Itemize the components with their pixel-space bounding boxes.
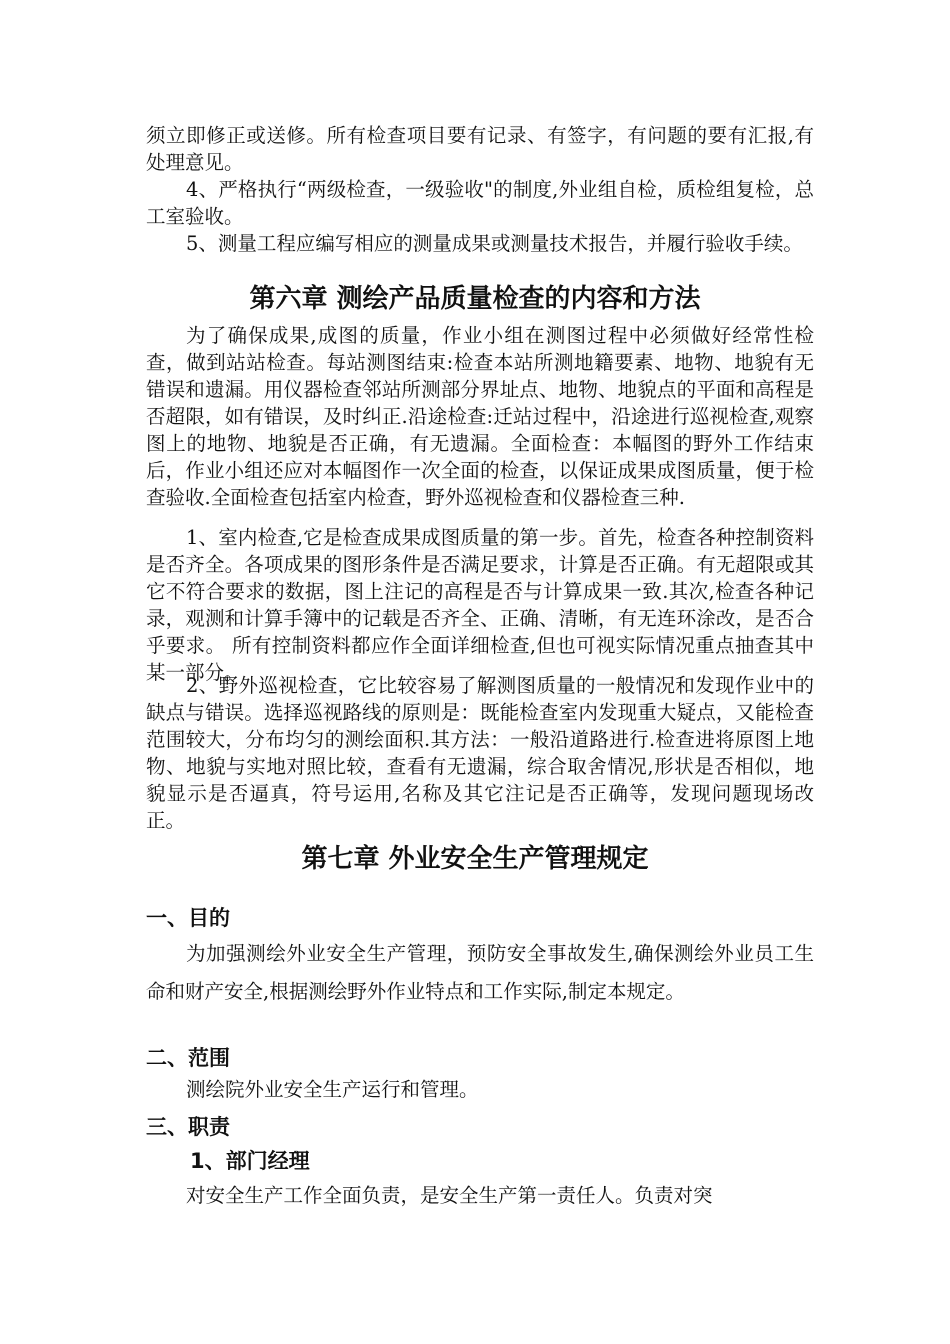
paragraph-item-5: 5、测量工程应编写相应的测量成果或测量技术报告，并履行验收手续。: [186, 232, 803, 255]
chapter-7-title: 第七章 外业安全生产管理规定: [301, 844, 649, 874]
ch6-paragraph-indoor-check: 1、室内检查,它是检查成果成图质量的第一步。首先，检查各种控制资料是否齐全。各项成果的图形条件是否满足要求，计算是否正确。有无超限或其它不符合要求的数据，图上注记的高程是否与计算成果一致.其次,检查各种记录，观测和计算手簿中的记载是否齐全、正确、清晰，有无连环涂改，是否合乎要求。 所有控制资料都应作全面详细检查,但也可视实际情况重点抽查其中某一部分。: [146, 526, 814, 684]
paragraph-continuation: 须立即修正或送修。所有检查项目要有记录、有签字，有问题的要有汇报,有处理意见。: [146, 124, 814, 174]
section-purpose-text: 为加强测绘外业安全生产管理，预防安全事故发生,确保测绘外业员工生命和财产安全,根据测绘野外作业特点和工作实际,制定本规定。: [146, 942, 814, 1003]
ch6-paragraph-intro: 为了确保成果,成图的质量，作业小组在测图过程中必须做好经常性检查，做到站站检查。每站测图结束:检查本站所测地籍要素、地物、地貌有无错误和遗漏。用仪器检查邻站所测部分界址点、地物、地貌点的平面和高程是否超限，如有错误，及时纠正.沿途检查:迁站过程中，沿途进行巡视检查,观察图上的地物、地貌是否正确，有无遗漏。全面检查：本幅图的野外工作结束后，作业小组还应对本幅图作一次全面的检查，以保证成果成图质量，便于检查验收.全面检查包括室内检查，野外巡视检查和仪器检查三种.: [146, 324, 814, 509]
section-scope-title: 二、范围: [146, 1046, 230, 1070]
section-purpose-title: 一、目的: [146, 906, 230, 930]
paragraph-item-4: 4、严格执行“两级检查，一级验收"的制度,外业组自检，质检组复检，总工室验收。: [146, 178, 814, 228]
subsection-manager-title: 1、部门经理: [190, 1149, 310, 1173]
subsection-manager-text: 对安全生产工作全面负责，是安全生产第一责任人。负责对突: [186, 1184, 713, 1207]
chapter-6-title: 第六章 测绘产品质量检查的内容和方法: [249, 284, 701, 314]
section-scope-text: 测绘院外业安全生产运行和管理。: [186, 1078, 479, 1101]
ch6-paragraph-field-check: 2、野外巡视检查，它比较容易了解测图质量的一般情况和发现作业中的缺点与错误。选择巡视路线的原则是：既能检查室内发现重大疑点，又能检查范围较大，分布均匀的测绘面积.其方法：一般沿道路进行.检查进将原图上地物、地貌与实地对照比较，查看有无遗漏，综合取舍情况,形状是否相似，地貌显示是否逼真，符号运用,名称及其它注记是否正确等，发现问题现场改正。: [146, 674, 814, 832]
section-duties-title: 三、职责: [146, 1115, 230, 1139]
